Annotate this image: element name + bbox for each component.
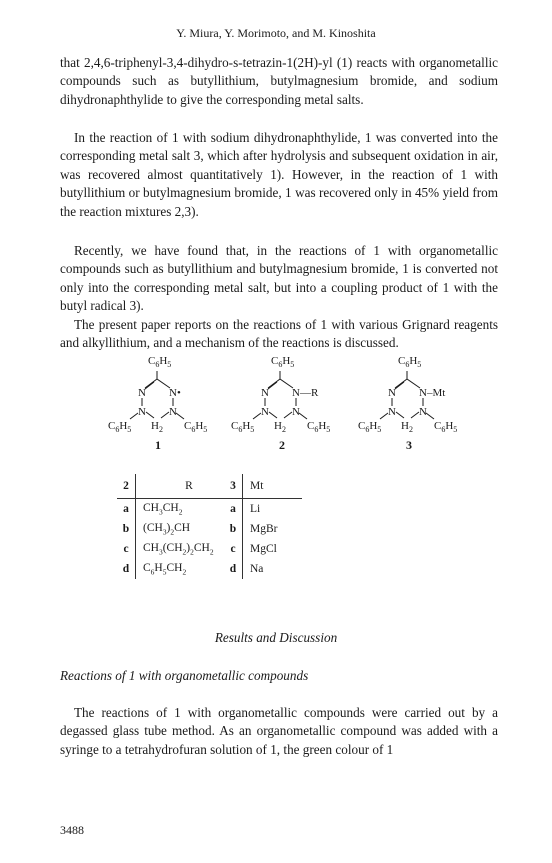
table-r-head-val: R (136, 474, 236, 499)
svg-text:C6H5: $C_6H_5$ (398, 355, 422, 369)
structure-2 (231, 352, 346, 437)
svg-text:C6H5: $C_6H_5$ (231, 420, 255, 432)
table-row: b $(CH_3)_2CH$ (117, 519, 235, 539)
svg-text:N: N (419, 406, 427, 418)
structure-3 (358, 352, 478, 437)
svg-text:N: N (169, 406, 177, 418)
section-title: Results and Discussion (214, 630, 338, 645)
page-number: 3488 (60, 823, 84, 837)
table-substituent-r (117, 474, 235, 579)
table-row: d Na (224, 559, 302, 579)
table-metal-mt (224, 474, 302, 579)
svg-text:C6H5: $C_6H_5$ (358, 420, 382, 432)
table-row: c MgCl (224, 539, 302, 559)
table-row: b MgBr (224, 519, 302, 539)
paragraph-methods: The reactions of 1 with organometallic compounds were carried out by a degassed glass tube method. As an organometallic compound was added with a syringe to a tetrahydrofuran solution of 1, the green colour of 1 (60, 705, 498, 757)
structure-number-3: 3 (406, 438, 412, 452)
svg-text:C6H5: $C_6H_5$ (108, 420, 132, 432)
paragraph-dihydronaphthylide: In the reaction of 1 with sodium dihydronaphthylide, 1 was converted into the corresponding metal salt 3, which after hydrolysis and subsequent oxidation in air, was recovered almost quantitatively 1). However, in the reaction of 1 with butyllithium or butylmagnesium bromide, 1 was recovered only in 45% yield from the reaction mixtures 2,3). (60, 130, 498, 219)
table-r-head-idx: 2 (117, 474, 136, 499)
structure-1 (108, 352, 218, 437)
table-mt-head-val: Mt (243, 474, 303, 499)
running-header: Y. Miura, Y. Morimoto, and M. Kinoshita (176, 26, 376, 40)
paragraph-present-paper: The present paper reports on the reactions of 1 with various Grignard reagents and alkyllithium, and a mechanism of the reactions is discussed. (60, 317, 498, 351)
svg-text:H2: $H_2$ (151, 420, 163, 432)
svg-text:N: N (292, 406, 300, 418)
s3-n-mt: N–Mt (419, 387, 446, 399)
svg-text:N: N (388, 387, 396, 399)
structure-number-1: 1 (155, 438, 161, 452)
svg-text:C6H5: $C_6H_5$ (184, 420, 208, 432)
structure-number-2: 2 (279, 438, 285, 452)
svg-text:N: N (138, 387, 146, 399)
svg-text:C6H5: $C_6H_5$ (271, 355, 295, 369)
svg-text:H2: $H_2$ (274, 420, 286, 432)
s1-radical-n: N• (169, 387, 181, 399)
svg-text:C6H5: $C_6H_5$ (307, 420, 331, 432)
paragraph-intro-continued: that 2,4,6-triphenyl-3,4-dihydro-s-tetrazin-1(2H)-yl (1) reacts with organometallic compounds such as butyllithium, butylmagnesium bromide, and sodium dihydronaphthylide to give the corresponding metal salts. (60, 55, 498, 107)
svg-text:N: N (388, 406, 396, 418)
table-row: a Li (224, 499, 302, 520)
table-row: c $CH_3(CH_2)_2CH_2$ (117, 539, 235, 559)
s1-top-phenyl: $C_6H_5$ (148, 355, 172, 369)
s2-n-r: N—R (292, 387, 319, 399)
svg-text:N: N (138, 406, 146, 418)
table-row: a $CH_3CH_2$ (117, 499, 235, 520)
paragraph-coupling-product: Recently, we have found that, in the reactions of 1 with organometallic compounds such as butyllithium and butylmagnesium bromide, 1 is converted not only into the corresponding metal salt, but into a coupling product of 1 with the butyl radical 3). (60, 243, 498, 314)
svg-text:N: N (261, 387, 269, 399)
table-row: d $C_6H_5CH_2$ (117, 559, 235, 579)
table-mt-head-idx: 3 (224, 474, 243, 499)
svg-text:C6H5: $C_6H_5$ (434, 420, 458, 432)
svg-text:N: N (261, 406, 269, 418)
svg-text:H2: $H_2$ (401, 420, 413, 432)
subsection-title: Reactions of 1 with organometallic compounds (60, 668, 309, 683)
